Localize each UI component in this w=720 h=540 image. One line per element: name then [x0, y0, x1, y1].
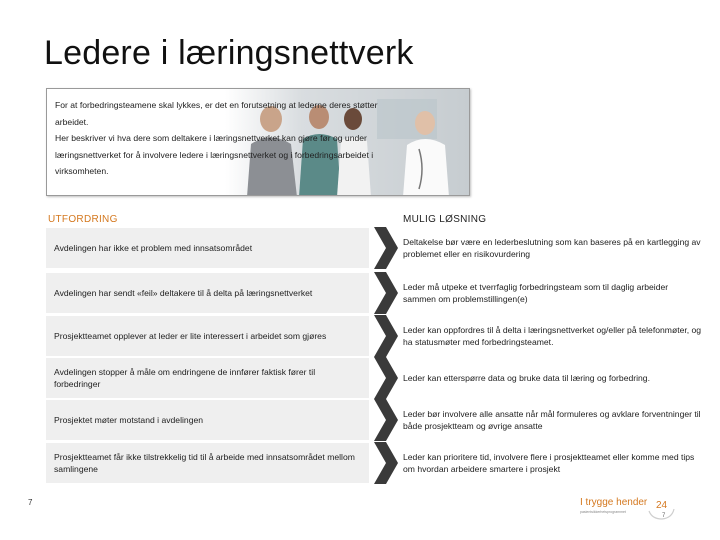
chevron-right-icon [370, 315, 400, 357]
challenge-cell: Avdelingen har sendt «feil» deltakere til å delta på læringsnettverket [46, 273, 369, 313]
table-row [46, 273, 696, 313]
challenge-cell: Avdelingen har ikke et problem med innsatsområdet [46, 228, 369, 268]
logo-subnumber: 7 [662, 513, 666, 519]
solution-cell: Leder må utpeke et tverrfaglig forbedringsteam som til daglig arbeider sammen om problemstillingen(e) [403, 282, 669, 304]
challenge-cell: Prosjektteamet får ikke tilstrekkelig tid til å arbeide med innsatsområdet mellom samlingene [46, 443, 369, 483]
solution-cell: Leder bør involvere alle ansatte når mål formuleres og avklare forventninger til både prosjektteam og øvrige ansatte [403, 409, 701, 431]
logo-ring-icon [646, 497, 676, 521]
slide-title: Ledere i læringsnettverk [44, 34, 414, 72]
table-row [46, 228, 701, 268]
chevron-right-icon [370, 227, 400, 269]
challenge-heading: UTFORDRING [48, 214, 118, 225]
solution-heading: MULIG LØSNING [403, 214, 487, 225]
table-row [46, 316, 702, 356]
logo-brand: I trygge hender [580, 497, 648, 508]
challenge-cell: Prosjektet møter motstand i avdelingen [46, 400, 369, 440]
logo [580, 497, 680, 523]
solution-cell: Leder kan etterspørre data og bruke data til læring og forbedring. [403, 373, 650, 383]
chevron-right-icon [370, 357, 400, 399]
challenge-cell: Avdelingen stopper å måle om endringene de innfører faktisk fører til forbedringer [46, 358, 369, 398]
table-row [46, 358, 696, 398]
logo-number: 24 [656, 500, 668, 511]
intro-text [55, 97, 465, 180]
intro-line: læringsnettverket for å involvere ledere i læringsnettverket og i forbedringsarbeidet i [55, 149, 374, 160]
chevron-right-icon [370, 399, 400, 441]
solution-cell: Deltakelse bør være en lederbeslutning som kan baseres på en kartlegging av problemet eller en risikovurdering [403, 237, 701, 259]
intro-line: virksomheten. [55, 166, 109, 177]
challenge-cell: Prosjektteamet opplever at leder er lite interessert i arbeidet som gjøres [46, 316, 369, 356]
table-row [46, 443, 696, 483]
intro-line: arbeidet. [55, 116, 89, 127]
logo-tagline: pasientsikkerhetsprogrammet [580, 510, 626, 514]
table-row [46, 400, 701, 440]
chevron-right-icon [370, 442, 400, 484]
solution-cell: Leder kan prioritere tid, involvere flere i prosjektteamet eller komme med tips om hvordan arbeidere smartere i prosjekt [403, 452, 695, 474]
intro-line: Her beskriver vi hva dere som deltakere i læringsnettverket kan gjøre før og under [55, 133, 367, 144]
chevron-right-icon [370, 272, 400, 314]
intro-box [46, 88, 470, 196]
page-number: 7 [28, 498, 33, 507]
solution-cell: Leder kan oppfordres til å delta i læringsnettverket og/eller på telefonmøter, og ha statusmøter med forbedringsteamet. [403, 325, 702, 347]
intro-line: For at forbedringsteamene skal lykkes, er det en forutsetning at lederne deres støtter [55, 100, 378, 110]
